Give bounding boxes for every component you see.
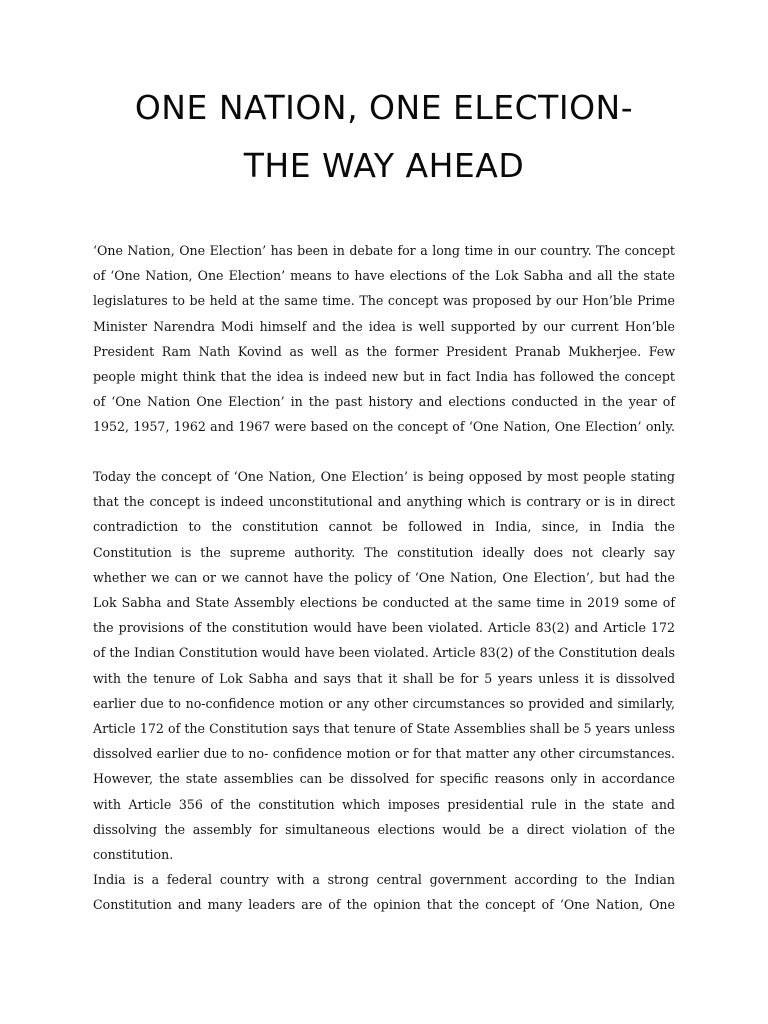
document-title-line-1: ONE NATION, ONE ELECTION- (134, 88, 634, 127)
body-paragraph-2 (93, 464, 675, 867)
body-paragraph-1 (93, 238, 675, 440)
body-paragraph-3 (93, 867, 675, 917)
paragraph-text: India is a federal country with a strong central government according to the Indian Constitution and many leaders are of the opinion that the concept of ‘One Nation, One (93, 872, 675, 913)
paragraph-text: Today the concept of ‘One Nation, One Election’ is being opposed by most people stating that the concept is indeed unconstitutional and anything which is contrary or is in direct contradiction to the constitution cannot be followed in India, since, in India the Constitution is the supreme authority. The constitution ideally does not clearly say whether we can or we cannot have the policy of ‘One Nation, One Election’, but had the Lok Sabha and State Assembly elections be conducted at the same time in 2019 some of the provisions of the constitution would have been violated. Article 83(2) and Article 172 of the Indian Constitution would have been violated. Article 83(2) of the Constitution deals with the tenure of Lok Sabha and says that it shall be for 5 years unless it is dissolved earlier due to no-confidence motion or any other circumstances so provided and similarly, Article 172 of the Constitution says that tenure of State Assemblies shall be 5 years unless dissolved earlier due to no- confidence motion or for that matter any other circumstances. However, the state assemblies can be dissolved for specific reasons only in accordance with Article 356 of the constitution which imposes presidential rule in the state and dissolving the assembly for simultaneous elections would be a direct violation of the constitution. (93, 469, 675, 863)
document-title-line-2: THE WAY AHEAD (243, 146, 525, 185)
paragraph-text: ‘One Nation, One Election’ has been in debate for a long time in our country. The concept of ‘One Nation, One Election’ means to have elections of the Lok Sabha and all the state legislatures to be held at the same time. The concept was proposed by our Hon’ble Prime Minister Narendra Modi himself and the idea is well supported by our current Hon’ble President Ram Nath Kovind as well as the former President Pranab Mukherjee. Few people might think that the idea is indeed new but in fact India has followed the concept of ‘One Nation One Election’ in the past history and elections conducted in the year of 1952, 1957, 1962 and 1967 were based on the concept of ‘One Nation, One Election’ only. (93, 243, 675, 435)
